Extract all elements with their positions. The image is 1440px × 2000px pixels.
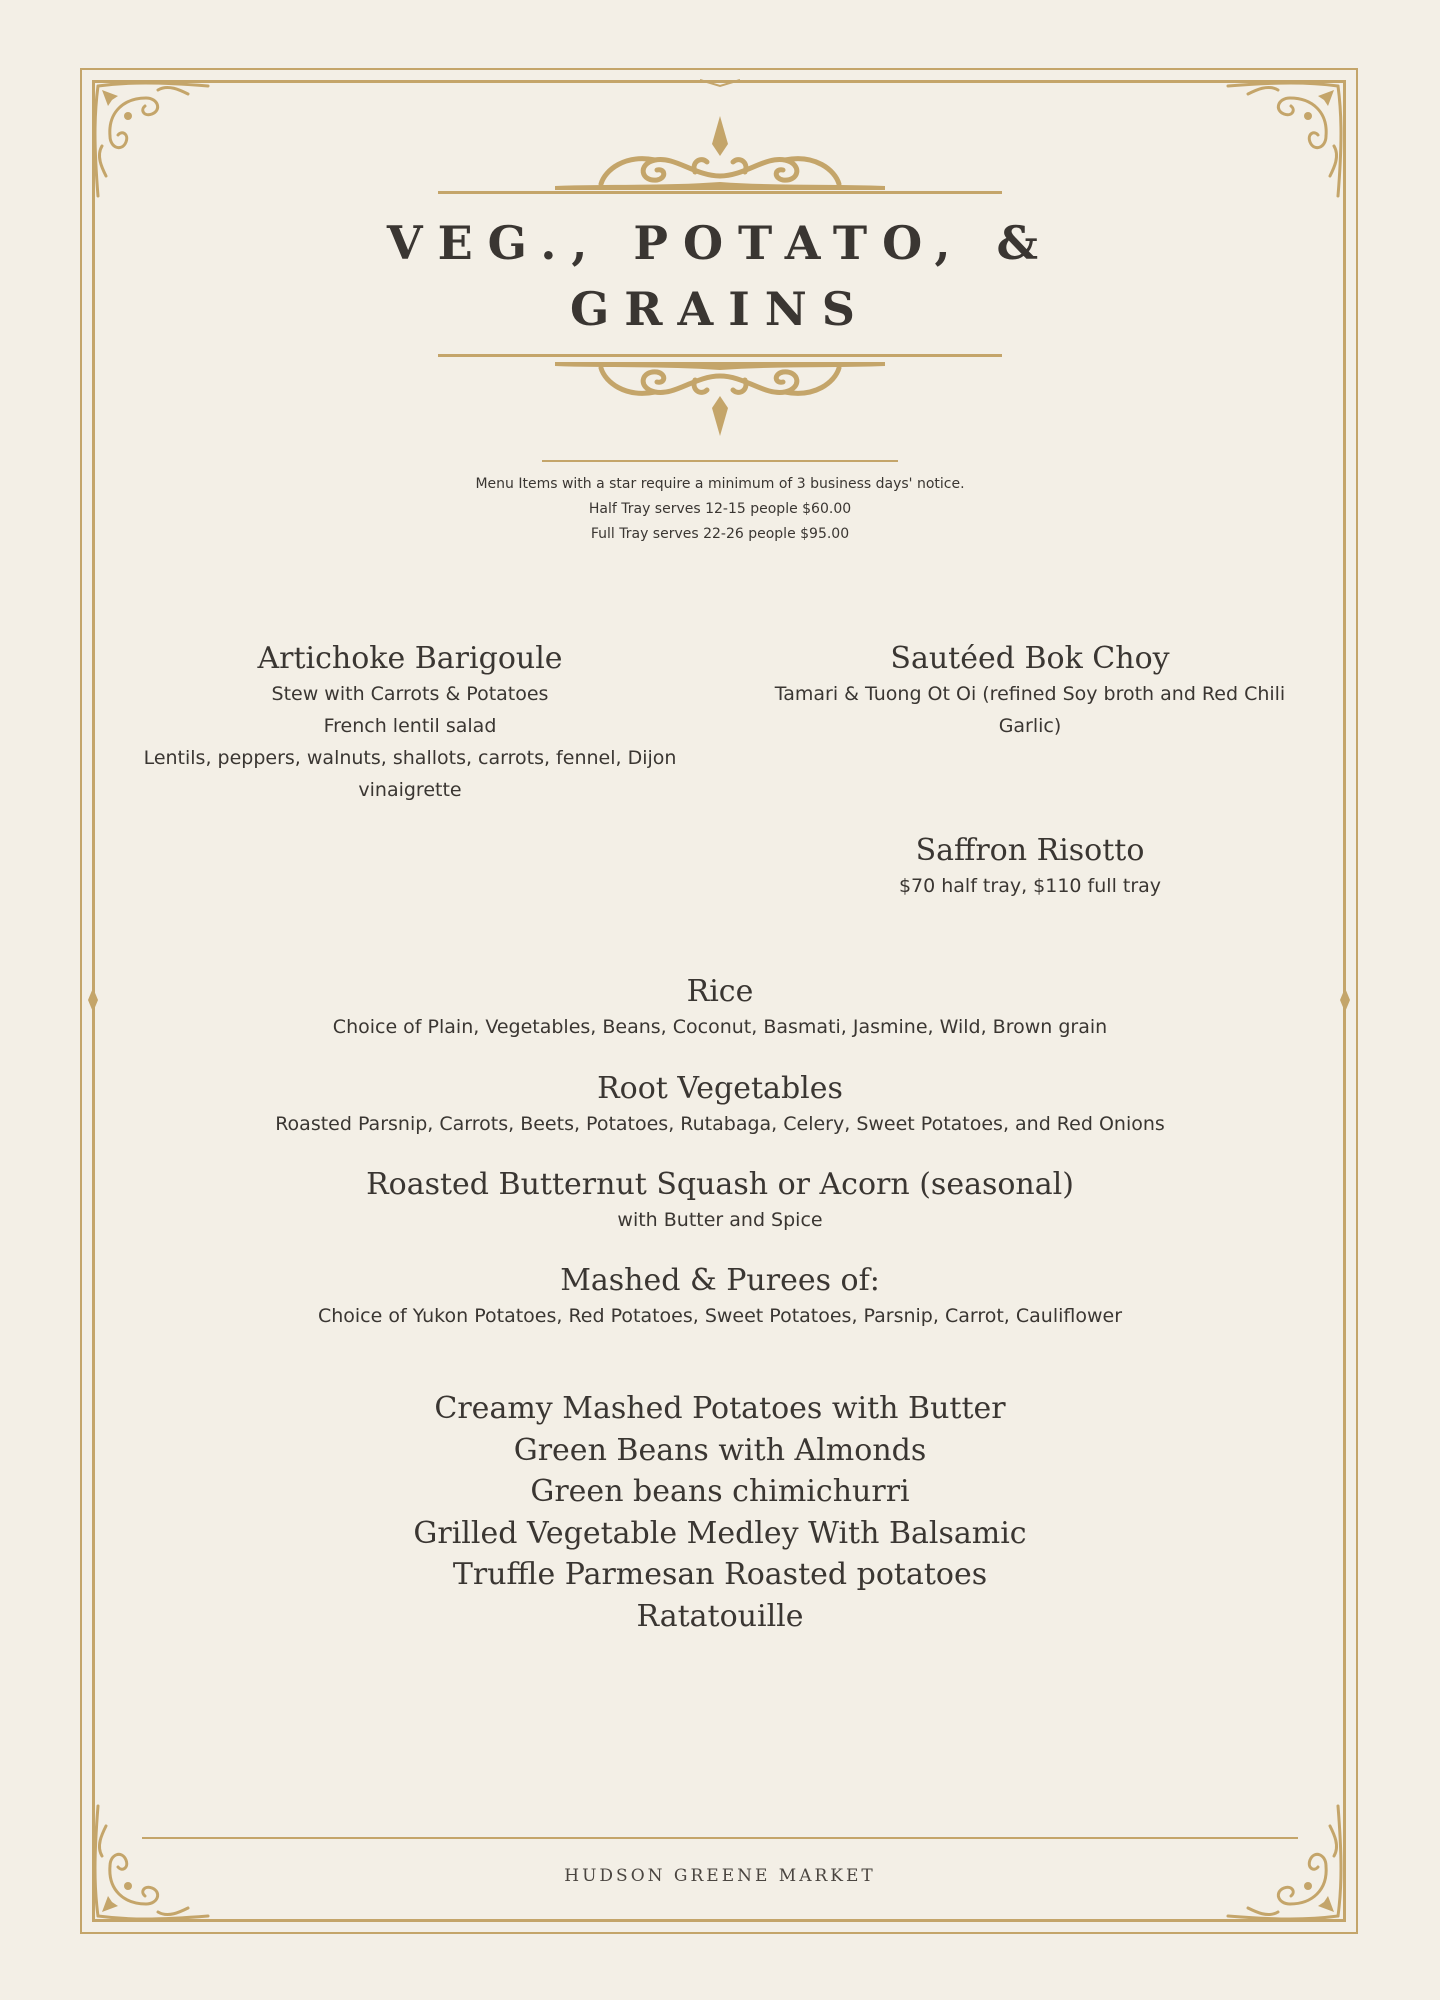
menu-item-bok-choy [750,640,1310,742]
dish-name: Rice [686,974,754,1009]
menu-notes [320,472,1120,547]
footer-rule [142,1837,1298,1839]
corner-flourish-icon [88,1796,218,1926]
footer-brand: HUDSON GREENE MARKET [564,1866,876,1886]
title-line-1: VEG., POTATO, & [386,216,1054,270]
header-top-rule [438,191,1002,194]
dish-description: Lentils, peppers, walnuts, shallots, carrots, fennel, Dijon vinaigrette [143,747,677,801]
dish-name: Sautéed Bok Choy [890,641,1170,676]
corner-flourish-icon [88,76,218,206]
list-item: Green Beans with Almonds [513,1432,927,1468]
menu-item-rice [170,973,1270,1043]
list-item: Creamy Mashed Potatoes with Butter [434,1391,1006,1426]
corner-flourish-icon [1218,76,1348,206]
dish-description: with Butter and Spice [617,1209,823,1231]
list-item: Green beans chimichurri [530,1474,910,1509]
page-title [380,210,1060,342]
notes-divider [542,460,898,462]
dish-description: $70 half tray, $110 full tray [898,875,1162,897]
dish-description: Stew with Carrots & Potatoes [271,683,549,705]
menu-item-saffron-risotto [750,832,1310,902]
corner-flourish-icon [1218,1796,1348,1926]
dish-name: Saffron Risotto [915,833,1145,868]
list-item: Ratatouille [636,1598,804,1634]
dish-name: Roasted Butternut Squash or Acorn (seasonal) [366,1167,1074,1202]
list-item: Truffle Parmesan Roasted potatoes [452,1557,988,1592]
dish-description: Choice of Yukon Potatoes, Red Potatoes, Sweet Potatoes, Parsnip, Carrot, Cauliflower [317,1305,1123,1327]
menu-item-artichoke [130,640,690,806]
list-item: Grilled Vegetable Medley With Balsamic [413,1515,1027,1551]
top-notch-ornament [700,76,740,88]
menu-item-root-vegetables [170,1070,1270,1140]
dish-description: French lentil salad [323,715,497,737]
dish-name: Root Vegetables [597,1071,843,1106]
notes-line: Half Tray serves 12-15 people $60.00 [588,501,852,517]
dish-description: Choice of Plain, Vegetables, Beans, Coconut, Basmati, Jasmine, Wild, Brown grain [332,1016,1108,1038]
dish-name: Artichoke Barigoule [257,641,563,676]
notes-line: Menu Items with a star require a minimum of 3 business days' notice. [475,476,965,492]
side-dish-list [320,1388,1120,1637]
title-line-2: GRAINS [570,282,870,336]
header-bottom-rule [438,354,1002,357]
menu-item-butternut-squash [170,1166,1270,1236]
notes-line: Full Tray serves 22-26 people $95.00 [590,526,850,542]
dish-name: Mashed & Purees of: [560,1263,880,1298]
dish-description: Tamari & Tuong Ot Oi (refined Soy broth and Red Chili Garlic) [774,683,1286,737]
header-scroll-ornament-icon [545,362,895,442]
side-diamond-icon [1340,988,1350,1012]
dish-description: Roasted Parsnip, Carrots, Beets, Potatoes, Rutabaga, Celery, Sweet Potatoes, and Red Onions [275,1113,1165,1135]
menu-item-mashed-purees [170,1262,1270,1332]
header-scroll-ornament-icon [545,110,895,190]
side-diamond-icon [88,988,98,1012]
